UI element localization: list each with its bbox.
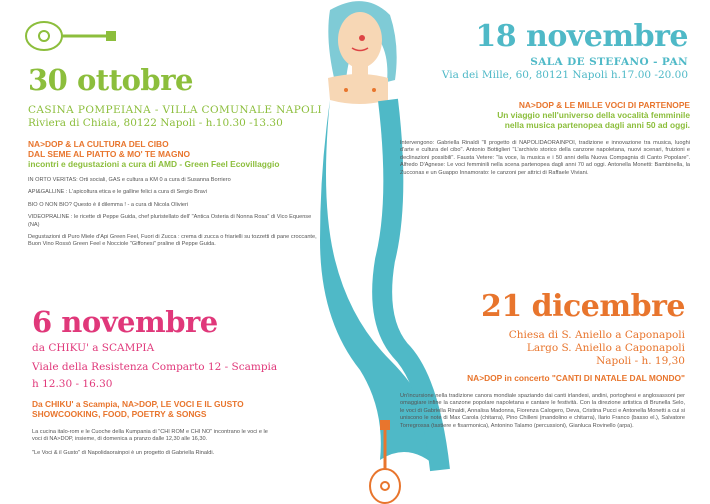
venue-address: Riviera di Chiaia, 80122 Napoli - h.10.30 -13.30: [28, 117, 283, 129]
date-30-ottobre: 30 ottobre: [28, 63, 193, 97]
guitar-icon-2: [365, 420, 405, 504]
section-18-novembre: [420, 20, 688, 82]
event-title-1: NA>DOP & LE MILLE VOCI DI PARTENOPE: [518, 100, 690, 110]
event-title-2: Un viaggio nell'universo della vocalità femminile: [497, 110, 690, 120]
date-6-novembre: 6 novembre: [32, 305, 218, 339]
event-line-1: da CHIKU' a SCAMPIA: [32, 342, 155, 354]
event-title: NA>DOP in concerto "CANTI DI NATALE DAL MONDO": [467, 373, 685, 383]
item-api: API&GALLINE : L'apicoltura etica e le galline felici a cura di Sergio Bravi: [28, 189, 207, 196]
event-text: Un'incursione nella tradizione canora mondiale spaziando dai canti irlandesi, andini, portoghesi e anglosassoni per omaggiare infine la canzone popolare napoletana e cantare le festività. Con la direzione artistica di Brunella Selo, le voci di Gabriella Rinaldi, Annalisa Madonna, Fiorenza Calogero, Deva, Cristina Pucci e Antonella Monetti a cui si uniscono le note di Max Carola (chitarra), Pino Chilleni (mandolino e chitarra), Ilario Franco (basso el.), Salvatore Torregrossa (tastiere e fisarmonica), Antonino Talamo (percussioni), Gianluca Rovinello (arpa).: [400, 393, 685, 429]
section-18-novembre-body: [400, 100, 690, 177]
section-6-novembre: [32, 306, 312, 462]
event-line-1: Chiesa di S. Aniello a Caponapoli: [508, 329, 685, 341]
guitar-icon: [20, 16, 120, 56]
speakers-text: Intervengono: Gabriella Rinaldi "Il progetto di NAPOLIDAORAINPOI, tradizione e innovazione tra musica, luoghi d'arte e cultura del cibo". Antonio Bottiglieri "L'archivio storico della canzone napoletana, nuovi scenari, fruizioni e declinazioni possibili". Fausta Vetere: "la voce, la musica e i 50 anni della Nuova Compagnia di Canto Popolare". Alfredo D'Agnese: Le voci femminili nella scena partenopea dagli anni 70 ad oggi. Antonella Monetti: Bambinella, la Zucconas e un Guappo Innamorato: le canzoni per attrici di Raffaele Viviani.: [400, 140, 690, 176]
event-title-1: Da CHIKU' a Scampia, NA>DOP, LE VOCI E IL GUSTO: [32, 399, 244, 409]
event-credit: "Le Voci & il Gusto" di Napolidaorainpoi è un progetto di Gabriella Rinaldi.: [32, 449, 215, 456]
date-21-dicembre: 21 dicembre: [480, 289, 685, 324]
item-video: VIDEOPRALINE : le ricette di Peppe Guida, chef pluristellato dell' "Antica Osteria di Nonna Rosa" di Vico Equense (NA): [28, 214, 312, 228]
date-18-novembre: 18 novembre: [475, 19, 688, 54]
section-30-ottobre: [28, 64, 328, 254]
item-bio: BIO O NON BIO? Questo è il dilemma ! - a cura di Nicola Olivieri: [28, 201, 189, 208]
event-title-2: SHOWCOOKING, FOOD, POETRY & SONGS: [32, 409, 207, 419]
event-line-2: Viale della Resistenza Comparto 12 - Scampia: [32, 361, 278, 373]
event-title-3: nella musica partenopea dagli anni 50 ad oggi.: [504, 120, 690, 130]
section-21-dicembre: [400, 290, 685, 383]
event-title-2: DAL SEME AL PIATTO & MO' TE MAGNO: [28, 149, 191, 159]
item-orto: IN ORTO VERITAS: Orti sociali, GAS e cultura a KM 0 a cura di Susanna Borriero: [28, 177, 231, 183]
event-text: La cucina italo-rom e le Cuoche della Kumpania di "CHI ROM e CHI NO" incontrano le voci e le voci di NA>DOP, insieme, di domenica a pranzo dalle 12,30 alle 16,30.: [32, 429, 268, 443]
event-title-3: incontri e degustazioni a cura di AMD - Green Feel Ecovillaggio: [28, 159, 280, 169]
venue-name: CASINA POMPEIANA - VILLA COMUNALE NAPOLI: [28, 104, 323, 116]
venue-address: Via dei Mille, 60, 80121 Napoli h.17.00 -20.00: [441, 69, 688, 81]
item-degustazioni: Degustazioni di Puro Miele d'Api Green Feel, Fuori di Zucca : crema di zucca o friarielli su tozzetti di pane croccante, Buon Vino Rossò Green Feel e Nocciole "Giffonesi" praline di Peppe Guida.: [28, 234, 317, 248]
event-line-2: Largo S. Aniello a Caponapoli: [526, 342, 685, 354]
event-title-1: NA>DOP & LA CULTURA DEL CIBO: [28, 139, 169, 149]
venue-name: SALA DE STEFANO - PAN: [530, 56, 688, 68]
event-line-3: Napoli - h. 19,30: [596, 355, 685, 367]
event-line-3: h 12.30 - 16.30: [32, 378, 113, 390]
